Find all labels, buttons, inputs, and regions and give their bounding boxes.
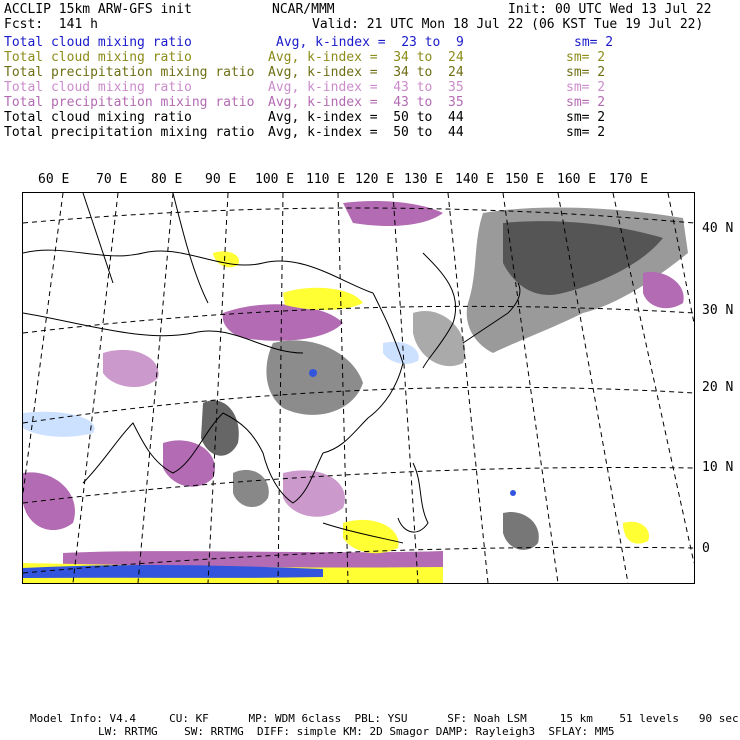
org-label: NCAR/MMM <box>272 2 335 17</box>
gray-cloud-field <box>201 208 688 550</box>
legend-smoothing: sm= 2 <box>574 35 614 50</box>
legend-smoothing: sm= 2 <box>566 80 606 95</box>
legend-level-range: Avg, k-index = 34 to 24 <box>268 50 464 65</box>
legend-field-name: Total cloud mixing ratio <box>4 50 192 65</box>
legend-level-range: Avg, k-index = 34 to 24 <box>268 65 464 80</box>
latitude-label: 0 <box>702 541 710 556</box>
latitude-label: 30 N <box>702 303 734 318</box>
legend-field-name: Total cloud mixing ratio <box>4 35 192 50</box>
forecast-hour: Fcst: 141 h <box>4 17 98 32</box>
map-panel <box>22 192 695 584</box>
legend-smoothing: sm= 2 <box>566 125 606 140</box>
longitude-label: 100 E <box>255 172 295 187</box>
legend-level-range: Avg, k-index = 50 to 44 <box>268 110 464 125</box>
legend-smoothing: sm= 2 <box>566 65 606 80</box>
longitude-label: 130 E <box>404 172 444 187</box>
map-canvas <box>23 193 694 583</box>
legend-level-range: Avg, k-index = 43 to 35 <box>268 80 464 95</box>
legend-level-range: Avg, k-index = 50 to 44 <box>268 125 464 140</box>
longitude-label: 120 E <box>355 172 395 187</box>
model-title: ACCLIP 15km ARW-GFS init <box>4 2 192 17</box>
longitude-label: 80 E <box>151 172 183 187</box>
longitude-label: 60 E <box>38 172 70 187</box>
latitude-label: 10 N <box>702 460 734 475</box>
longitude-label: 90 E <box>205 172 237 187</box>
init-time: Init: 00 UTC Wed 13 Jul 22 <box>508 2 712 17</box>
longitude-label: 170 E <box>609 172 649 187</box>
latitude-label: 20 N <box>702 380 734 395</box>
longitude-label: 160 E <box>557 172 597 187</box>
legend-field-name: Total precipitation mixing ratio <box>4 65 255 80</box>
legend-smoothing: sm= 2 <box>566 95 606 110</box>
legend-field-name: Total cloud mixing ratio <box>4 80 192 95</box>
latitude-label: 40 N <box>702 221 734 236</box>
model-info-line1: Model Info: V4.4 CU: KF MP: WDM 6class PBL: YSU SF: Noah LSM 15 km 51 levels 90 sec <box>30 712 739 725</box>
longitude-label: 70 E <box>96 172 128 187</box>
valid-time: Valid: 21 UTC Mon 18 Jul 22 (06 KST Tue 19 Jul 22) <box>312 17 704 32</box>
legend-field-name: Total precipitation mixing ratio <box>4 95 255 110</box>
legend-smoothing: sm= 2 <box>566 110 606 125</box>
legend-smoothing: sm= 2 <box>566 50 606 65</box>
longitude-label: 110 E <box>306 172 346 187</box>
legend-level-range: Avg, k-index = 43 to 35 <box>268 95 464 110</box>
model-info-line2: LW: RRTMG SW: RRTMG DIFF: simple KM: 2D Smagor DAMP: Rayleigh3 SFLAY: MM5 <box>98 725 615 738</box>
legend-field-name: Total precipitation mixing ratio <box>4 125 255 140</box>
longitude-label: 140 E <box>455 172 495 187</box>
legend-field-name: Total cloud mixing ratio <box>4 110 192 125</box>
longitude-label: 150 E <box>505 172 545 187</box>
legend-level-range: Avg, k-index = 23 to 9 <box>276 35 464 50</box>
